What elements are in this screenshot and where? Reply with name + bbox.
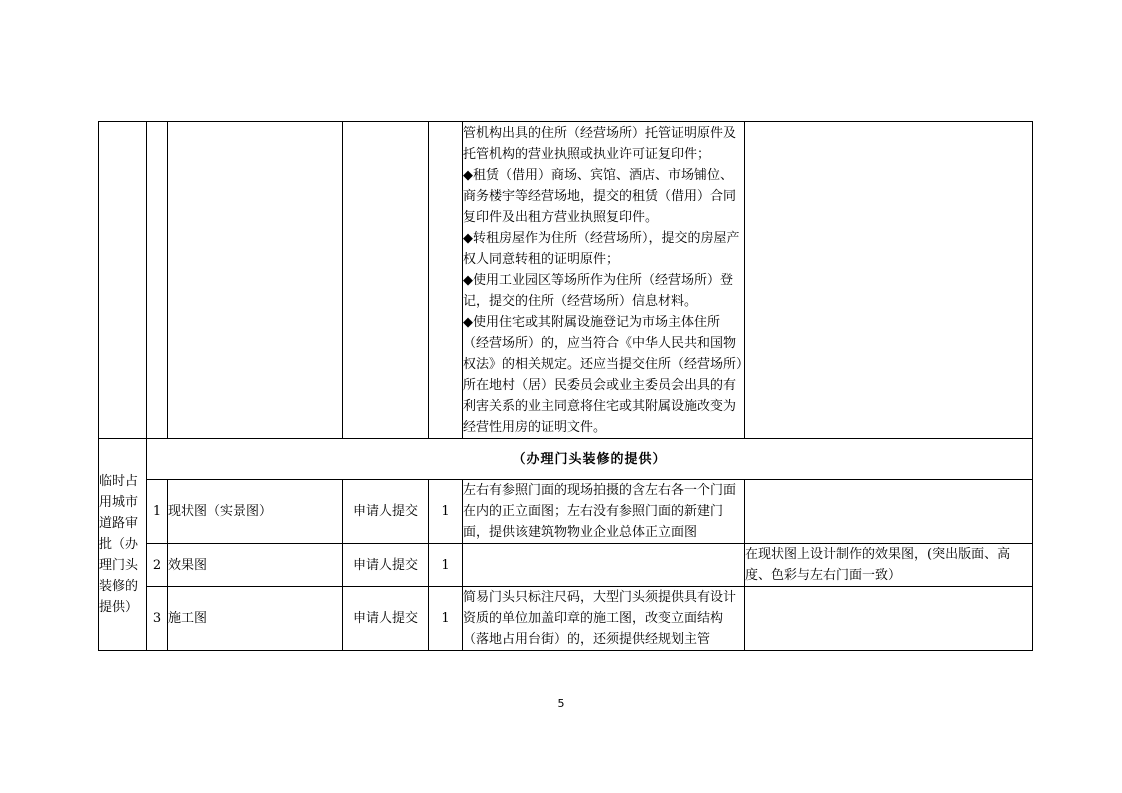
section-title: （办理门头装修的提供） [147, 439, 1033, 480]
submitter: 申请人提交 [343, 544, 429, 587]
cell-empty [99, 122, 147, 439]
cell-empty [429, 122, 463, 439]
material-description: 简易门头只标注尺码，大型门头须提供具有设计资质的单位加盖印章的施工图，改变立面结构（落地占用台街）的，还须提供经规划主管 [463, 587, 745, 651]
copies: 1 [429, 544, 463, 587]
materials-table [98, 121, 1033, 651]
material-name: 施工图 [168, 587, 343, 651]
material-name: 现状图（实景图） [168, 480, 343, 544]
material-name: 效果图 [168, 544, 343, 587]
material-note [745, 587, 1033, 651]
paragraph: ◆使用住宅或其附属设施登记为市场主体住所（经营场所）的，应当符合《中华人民共和国物权法》的相关规定。还应当提交住所（经营场所）所在地村（居）民委员会或业主委员会出具的有利害关系的业主同意将住宅或其附属设施改变为经营性用房的证明文件。 [463, 314, 743, 435]
cell-empty [147, 122, 168, 439]
material-description: 左右有参照门面的现场拍摄的含左右各一个门面在内的正立面图；左右没有参照门面的新建门面，提供该建筑物物业企业总体正立面图 [463, 480, 745, 544]
table-row [99, 480, 1033, 544]
cell-empty [745, 122, 1033, 439]
submitter: 申请人提交 [343, 587, 429, 651]
row-number: 2 [147, 544, 168, 587]
section-side-label: 临时占用城市道路审批（办理门头装修的提供） [99, 439, 147, 651]
paragraph: ◆租赁（借用）商场、宾馆、酒店、市场铺位、商务楼宇等经营场地，提交的租赁（借用）合同复印件及出租方营业执照复印件。 [463, 167, 737, 225]
page-number: 5 [557, 697, 565, 710]
table-row [99, 544, 1033, 587]
requirements-text [463, 122, 745, 439]
copies: 1 [429, 587, 463, 651]
material-note [745, 480, 1033, 544]
cell-empty [343, 122, 429, 439]
submitter: 申请人提交 [343, 480, 429, 544]
row-number: 3 [147, 587, 168, 651]
paragraph: ◆转租房屋作为住所（经营场所），提交的房屋产权人同意转租的证明原件； [463, 230, 740, 267]
copies: 1 [429, 480, 463, 544]
section-header-row [99, 439, 1033, 480]
material-description [463, 544, 745, 587]
continued-row [99, 122, 1033, 439]
cell-empty [168, 122, 343, 439]
paragraph: 管机构出具的住所（经营场所）托管证明原件及托管机构的营业执照或执业许可证复印件； [463, 125, 737, 162]
table-row [99, 587, 1033, 651]
row-number: 1 [147, 480, 168, 544]
paragraph: ◆使用工业园区等场所作为住所（经营场所）登记，提交的住所（经营场所）信息材料。 [463, 272, 733, 309]
material-note: 在现状图上设计制作的效果图，(突出版面、高度、色彩与左右门面一致） [745, 544, 1033, 587]
